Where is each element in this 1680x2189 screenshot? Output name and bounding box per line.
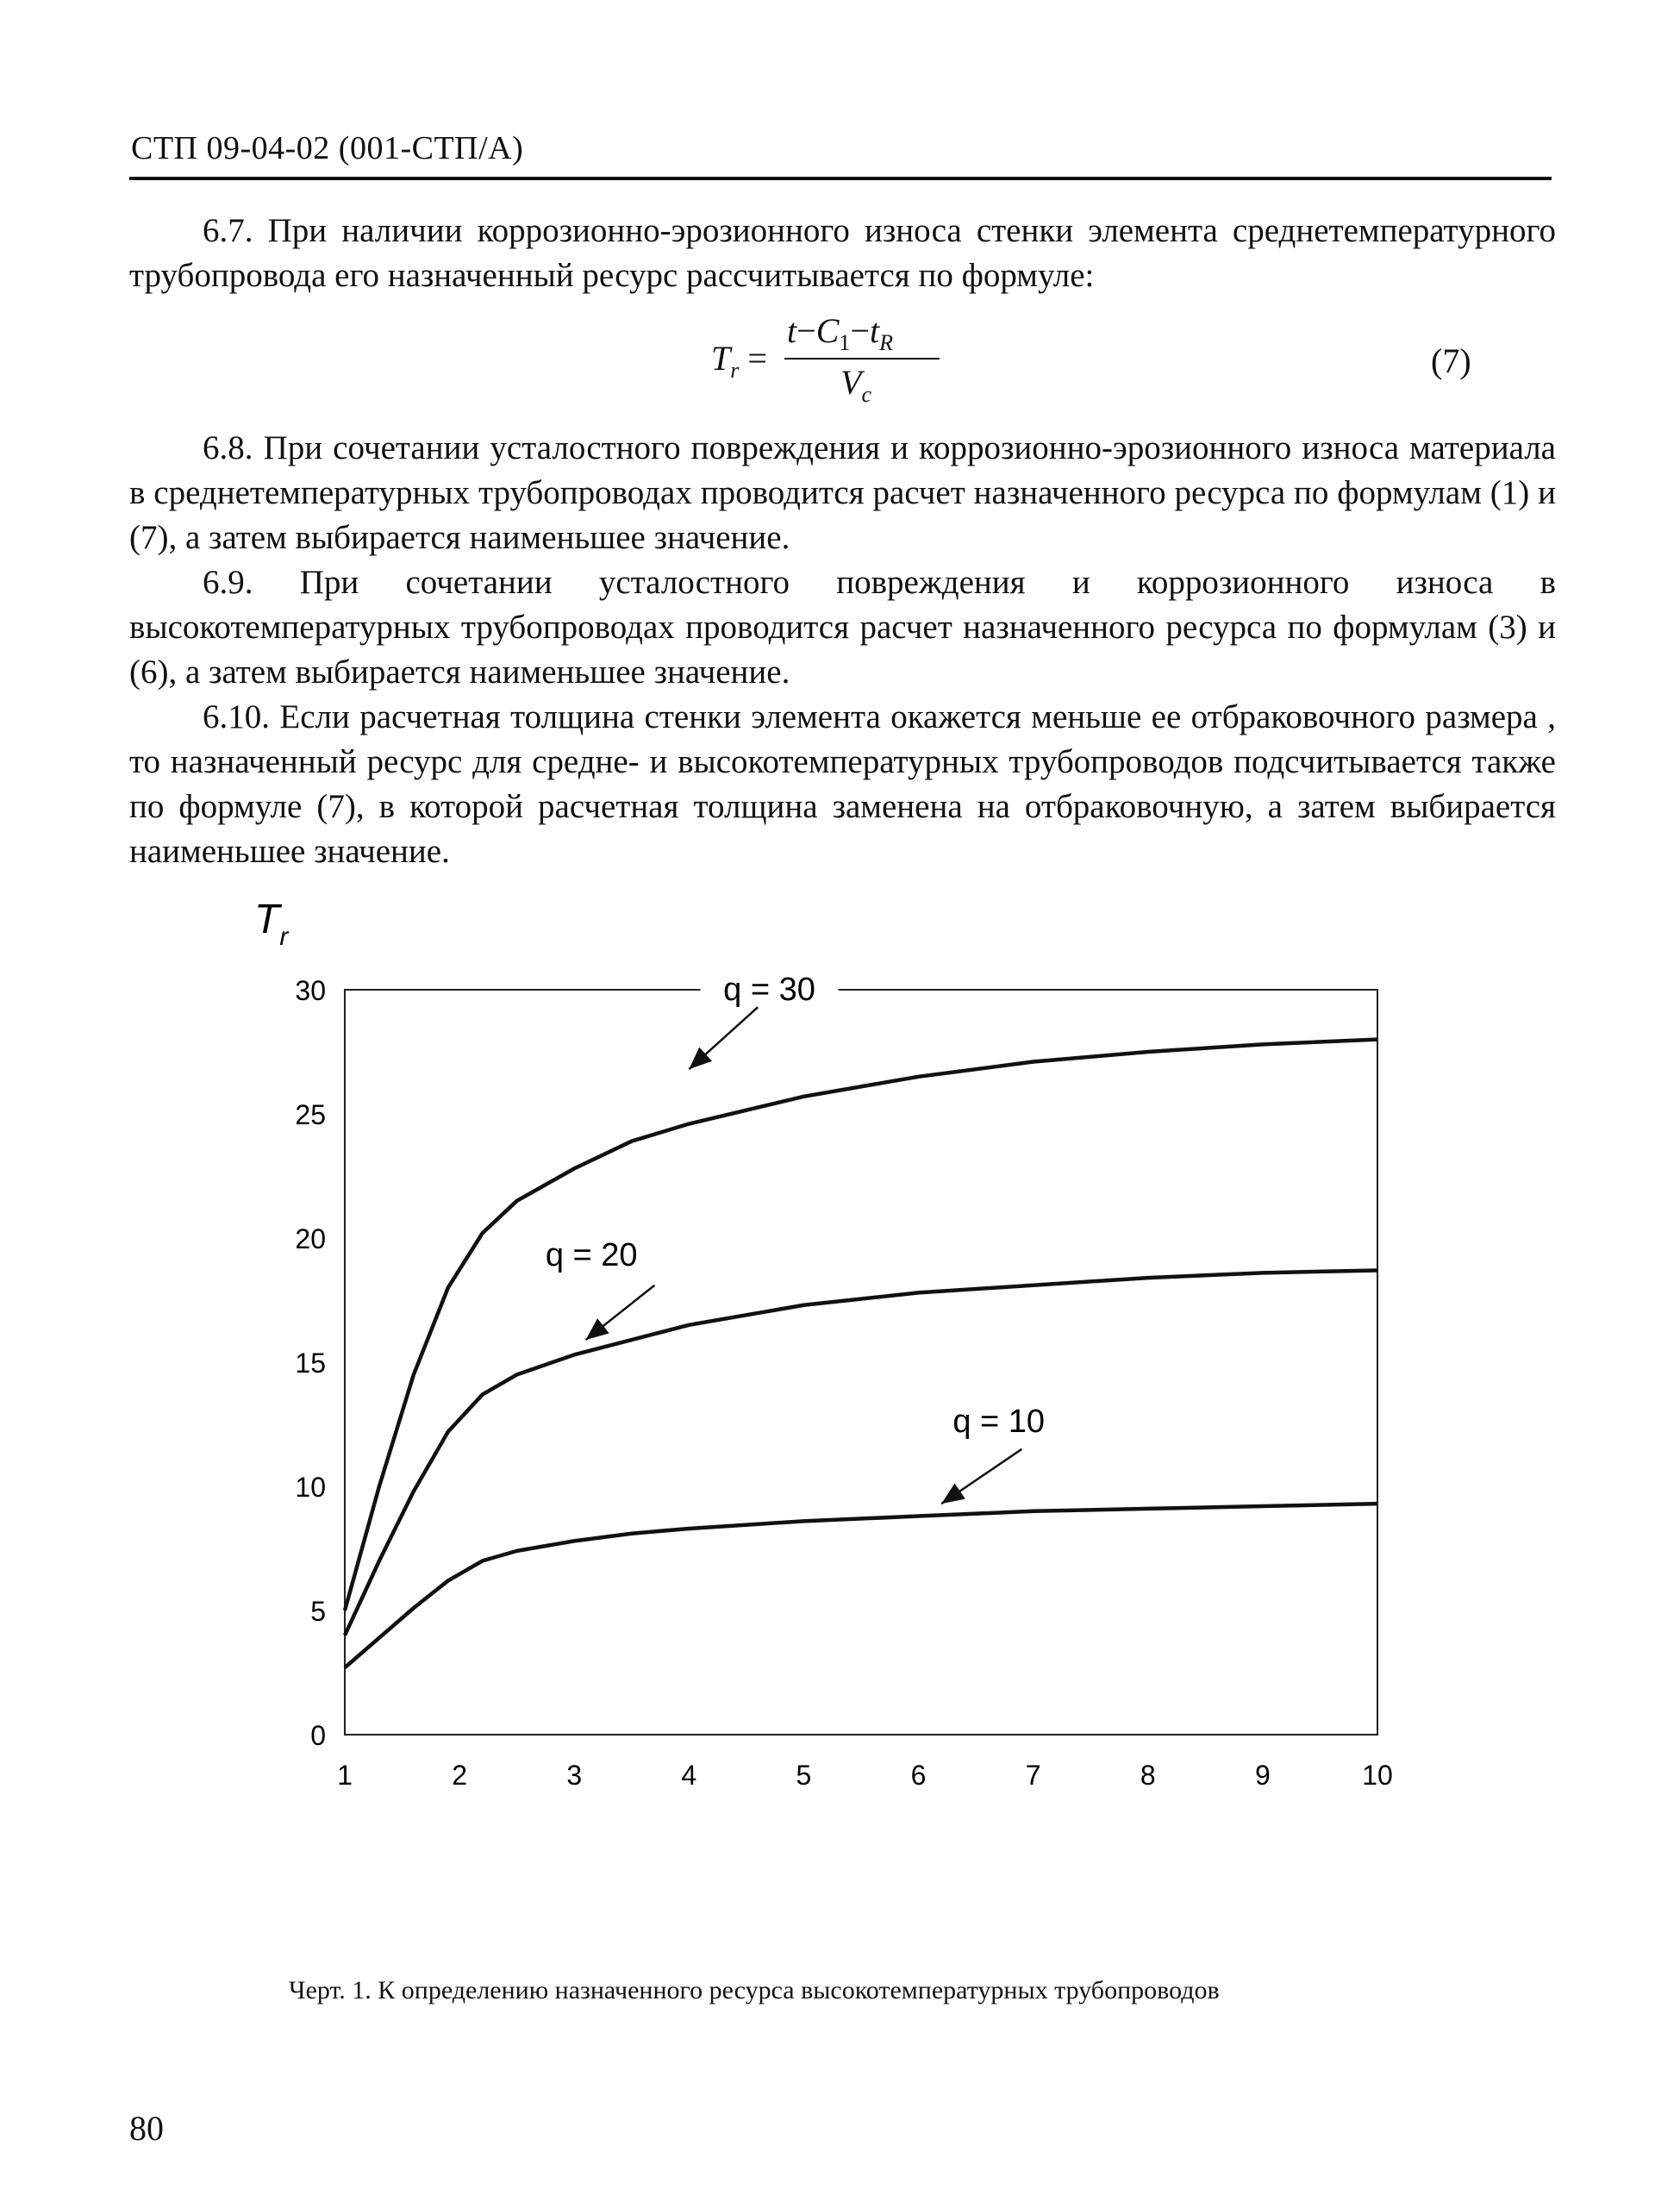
x-tick-label: 6: [910, 1760, 927, 1791]
y-tick-label: 5: [310, 1596, 326, 1627]
y-tick-label: 30: [295, 975, 326, 1006]
series-annotations: [522, 964, 1068, 1504]
series-lines: [345, 1040, 1377, 1668]
paragraph-6-9: 6.9. При сочетании усталостного повреждения и коррозионного износа в высокотемпературных трубопроводах проводится расчет назначенного ресурса по формулам (3) и (6), а затем выбирается наименьшее значение.: [129, 564, 1556, 691]
formula-denominator: $V_c$: [840, 363, 871, 407]
y-tick-label: 15: [295, 1348, 326, 1379]
x-tick-label: 3: [566, 1760, 583, 1791]
paragraph-6-7: 6.7. При наличии коррозионно-эрозионного износа стенки элемента среднетемпературного трубопровода его назначенный ресурс рассчитывается по формуле:: [129, 212, 1556, 294]
x-tick-label: 5: [796, 1760, 812, 1791]
x-tick-labels: [337, 1760, 1393, 1791]
document-code-header: СТП 09-04-02 (001-СТП/А): [131, 130, 524, 166]
plot-frame: [345, 990, 1377, 1735]
x-tick-label: 2: [452, 1760, 468, 1791]
paragraph-6-8: 6.8. При сочетании усталостного повреждения и коррозионно-эрозионного износа материала в среднетемпературных трубопроводах проводится расчет назначенного ресурса по формулам (1) и (7), а затем выбирается наименьшее значение.: [129, 429, 1556, 556]
x-tick-label: 4: [681, 1760, 697, 1791]
annotation-label: q = 30: [723, 972, 815, 1008]
y-tick-label: 10: [295, 1472, 326, 1503]
annotation-label: q = 10: [952, 1404, 1046, 1441]
series-line-2: [345, 1270, 1377, 1635]
formula-numerator: $t-C_1-t_R$: [787, 311, 893, 355]
y-axis-title: $T_r$: [254, 897, 289, 951]
x-tick-label: 10: [1362, 1760, 1393, 1791]
y-tick-label: 20: [295, 1223, 326, 1254]
annotation-label: q = 20: [545, 1237, 638, 1274]
equation-number: (7): [1431, 341, 1471, 380]
x-tick-label: 9: [1254, 1760, 1271, 1791]
y-tick-label: 25: [295, 1099, 326, 1130]
x-tick-label: 8: [1140, 1760, 1156, 1791]
y-tick-labels: [295, 975, 326, 1751]
annotation-arrow-head: [586, 1318, 609, 1340]
series-line-1: [345, 1040, 1377, 1610]
x-tick-label: 1: [337, 1760, 353, 1791]
paragraph-6-10: 6.10. Если расчетная толщина стенки элемента окажется меньше ее отбраковочного размера , то назначенный ресурс для средне- и высокотемпературных трубопроводов подсчитывается также по формуле (7), в которой расчетная толщина заменена на отбраковочную, а затем выбирается наименьшее значение.: [129, 698, 1556, 870]
page-number: 80: [129, 2109, 164, 2148]
formula-lhs: $T_r$ =: [711, 339, 767, 383]
series-line-3: [345, 1504, 1377, 1667]
annotation-arrow-head: [941, 1483, 965, 1504]
figure-caption: Черт. 1. К определению назначенного ресурса высокотемпературных трубопроводов: [289, 1976, 1220, 2004]
y-tick-label: 0: [310, 1720, 326, 1751]
x-tick-label: 7: [1025, 1760, 1041, 1791]
